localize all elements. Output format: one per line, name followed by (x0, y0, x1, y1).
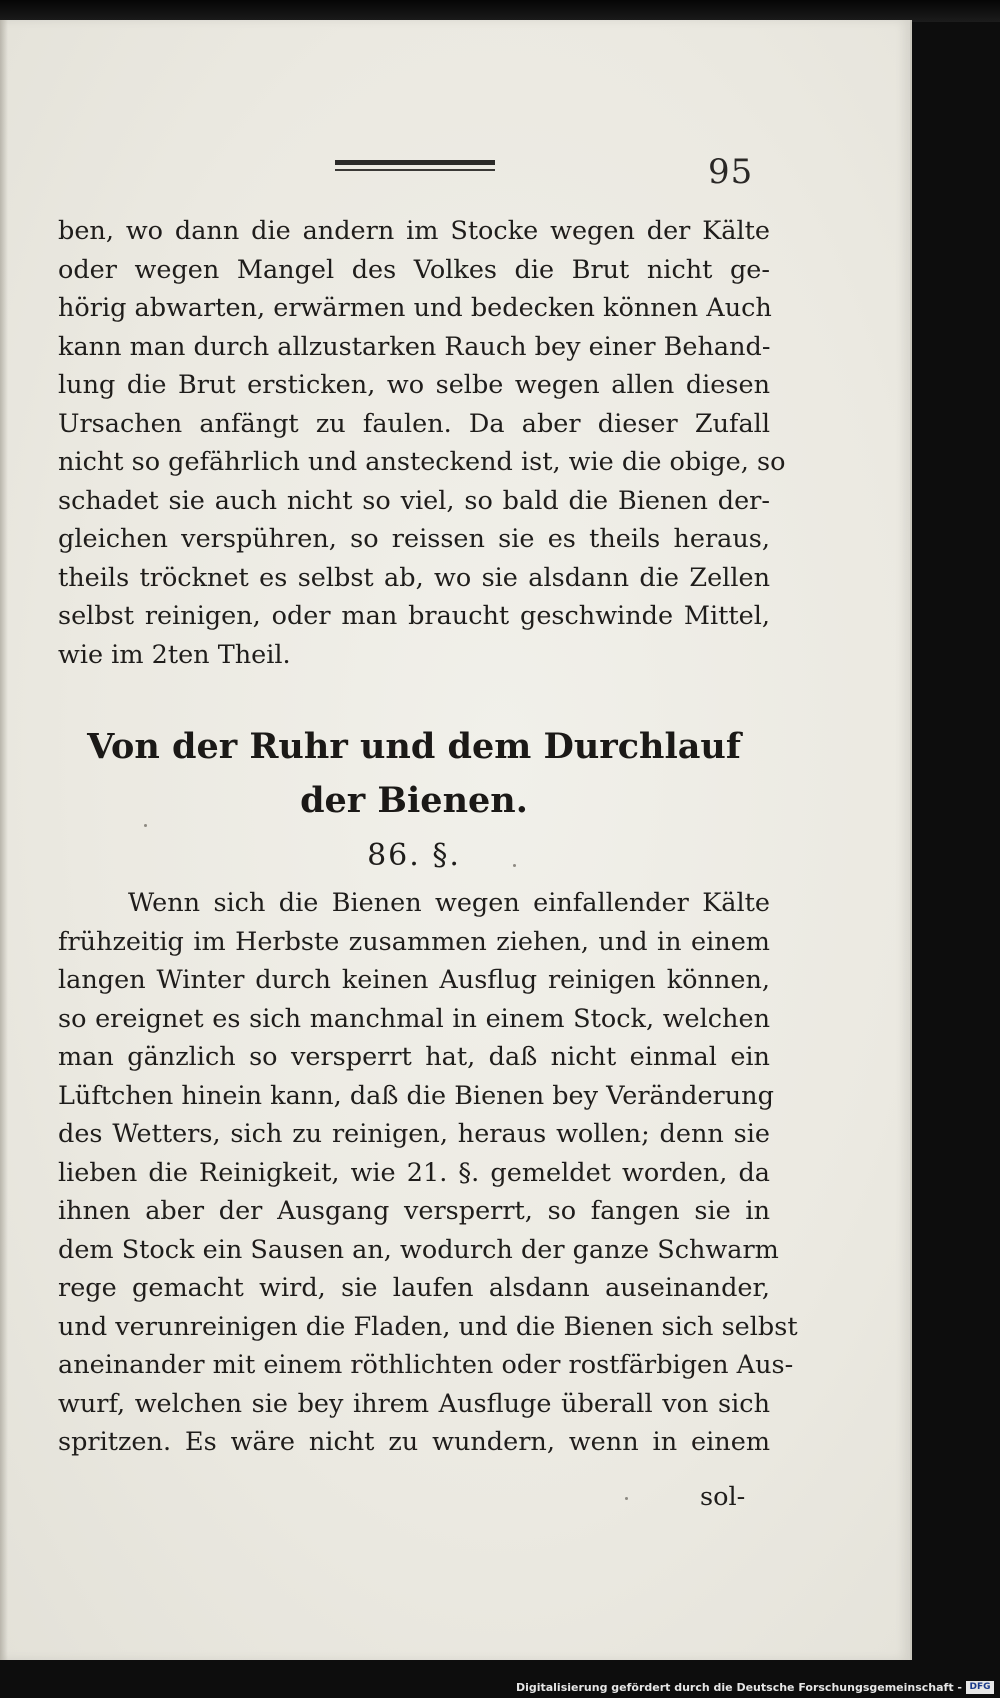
text-line: kann man durch allzustarken Rauch bey einer Behand- (58, 331, 771, 362)
text-line: Lüftchen hinein kann, daß die Bienen bey Veränderung (58, 1080, 774, 1111)
text-line: man gänzlich so versperrt hat, daß nicht einmal ein (58, 1042, 770, 1072)
text-line: aneinander mit einem röthlichten oder rostfärbigen Aus- (58, 1350, 794, 1380)
text-line: theils tröcknet es selbst ab, wo sie alsdann die Zellen (58, 562, 770, 593)
text-line: oder wegen Mangel des Volkes die Brut nicht ge- (58, 254, 770, 285)
text-line: ben, wo dann die andern im Stocke wegen der Kälte (58, 216, 770, 246)
text-line: und verunreinigen die Fladen, und die Bienen sich selbst (58, 1311, 798, 1342)
text-line: lieben die Reinigkeit, wie 21. §. gemeldet worden, da (58, 1157, 770, 1188)
text-line: nicht so gefährlich und ansteckend ist, wie die obige, so (58, 447, 786, 477)
section-paragraph (58, 884, 798, 1462)
catchword: sol- (700, 1482, 746, 1512)
header-rule-thin (335, 169, 495, 171)
text-line: rege gemacht wird, sie laufen alsdann auseinander, (58, 1273, 770, 1303)
text-line: so ereignet es sich manchmal in einem Stock, welchen (58, 1003, 770, 1034)
header-rule (335, 160, 495, 171)
text-line: selbst reinigen, oder man braucht geschwinde Mittel, (58, 601, 770, 631)
header-rule-thick (335, 160, 495, 165)
section-number: 86. §. (367, 838, 461, 873)
text-line: Wenn sich die Bienen wegen einfallender Kälte (128, 888, 770, 918)
heading-line: der Bienen. (300, 780, 528, 821)
text-line: des Wetters, sich zu reinigen, heraus wollen; denn sie (58, 1119, 770, 1149)
page-number: 95 (708, 152, 754, 192)
paragraph-continued (58, 212, 786, 674)
text-line: wurf, welchen sie bey ihrem Ausfluge überall von sich (58, 1388, 770, 1419)
chapter-heading (58, 720, 770, 828)
dfg-logo: DFG (966, 1681, 994, 1694)
text-line: lung die Brut ersticken, wo selbe wegen allen diesen (58, 370, 770, 400)
text-line: spritzen. Es wäre nicht zu wundern, wenn in einem (58, 1427, 770, 1457)
text-line: frühzeitig im Herbste zusammen ziehen, und in einem (58, 926, 770, 957)
paper-speck (625, 1497, 628, 1500)
funding-note: Digitalisierung gefördert durch die Deutsche Forschungsgemeinschaft - (515, 1681, 962, 1694)
top-book-edge (0, 0, 1000, 22)
text-line: langen Winter durch keinen Ausflug reinigen können, (58, 965, 770, 995)
text-line: dem Stock ein Sausen an, wodurch der ganze Schwarm (58, 1234, 779, 1265)
text-line: wie im 2ten Theil. (58, 639, 291, 670)
text-line: gleichen verspühren, so reissen sie es theils heraus, (58, 524, 770, 554)
text-line: Ursachen anfängt zu faulen. Da aber dieser Zufall (58, 408, 770, 439)
heading-line: Von der Ruhr und dem Durchlauf (87, 726, 741, 767)
paper-speck (513, 864, 516, 867)
text-line: hörig abwarten, erwärmen und bedecken können Auch (58, 293, 772, 323)
paper-speck (144, 824, 147, 827)
text-line: schadet sie auch nicht so viel, so bald die Bienen der- (58, 485, 770, 516)
text-line: ihnen aber der Ausgang versperrt, so fangen sie in (58, 1196, 770, 1226)
page-gutter-shadow (0, 20, 8, 1660)
